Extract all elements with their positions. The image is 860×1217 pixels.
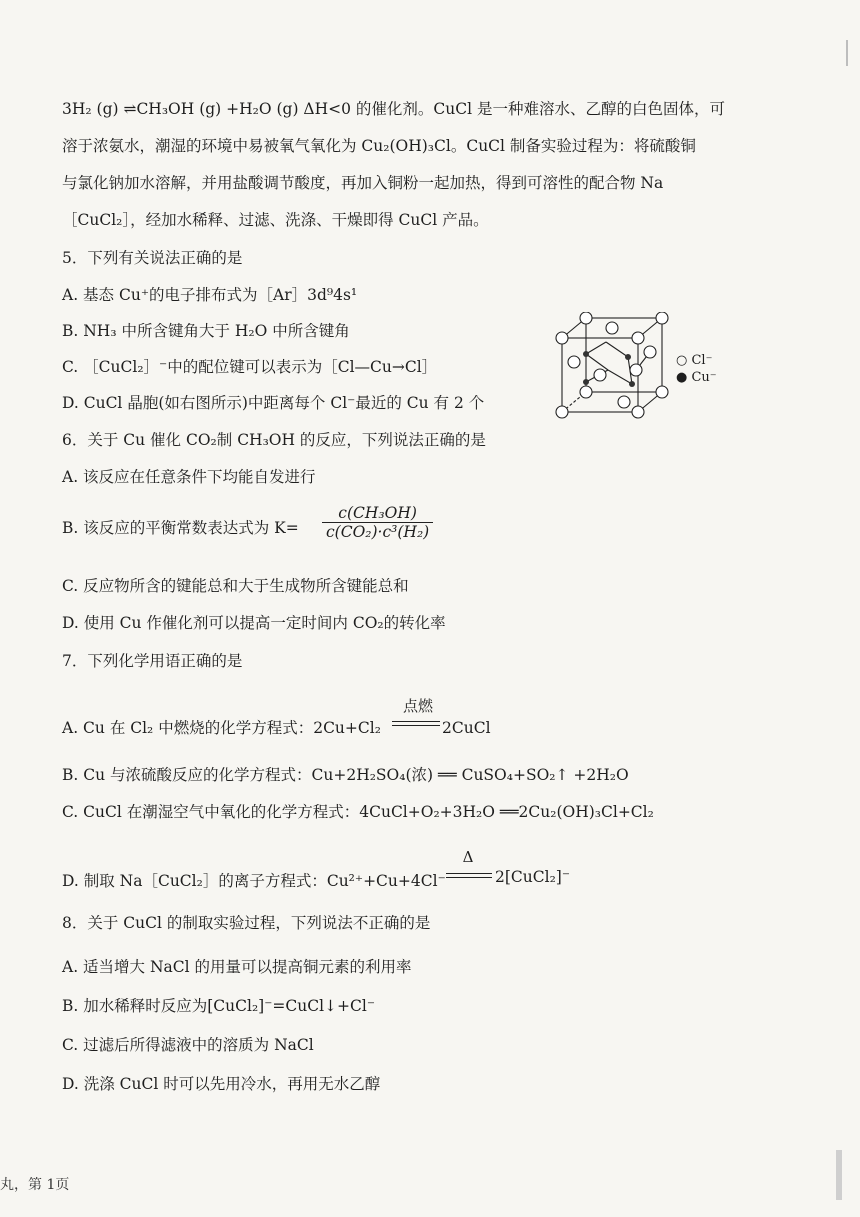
- q5-option-a: A. 基态 Cu⁺的电子排布式为［Ar］3d⁹4s¹: [62, 286, 358, 304]
- legend-cl: ○ Cl⁻: [676, 353, 713, 368]
- q8-option-b: B. 加水稀释时反应为[CuCl₂]⁻=CuCl↓+Cl⁻: [62, 997, 376, 1015]
- unit-cell-legend: [676, 352, 717, 386]
- q7-option-a-right: 2CuCl: [442, 719, 491, 737]
- q7-option-d-right: 2[CuCl₂]⁻: [495, 868, 571, 886]
- q6-option-c: C. 反应物所含的键能总和大于生成物所含键能总和: [62, 577, 409, 595]
- q5-option-b: B. NH₃ 中所含键角大于 H₂O 中所含键角: [62, 322, 350, 340]
- reaction-equals-sign: [392, 721, 440, 722]
- intro-line-4: ［CuCl₂］，经加水稀释、过滤、洗涤、干燥即得 CuCl 产品。: [62, 211, 489, 229]
- equilibrium-constant-fraction: [322, 504, 433, 541]
- heating-condition-label: Δ: [462, 848, 474, 866]
- q7-stem: 7．下列化学用语正确的是: [62, 652, 243, 670]
- q8-option-d: D. 洗涤 CuCl 时可以先用冷水，再用无水乙醇: [62, 1075, 381, 1093]
- q7-option-d-left: D. 制取 Na［CuCl₂］的离子方程式：Cu²⁺+Cu+4Cl⁻: [62, 872, 446, 890]
- scan-mark-bottom: [836, 1150, 842, 1200]
- intro-line-2: 溶于浓氨水，潮湿的环境中易被氧气氧化为 Cu₂(OH)₃Cl。CuCl 制备实验过程为：将硫酸铜: [62, 137, 696, 155]
- fraction-numerator: c(CH₃OH): [322, 504, 433, 523]
- cucl-unit-cell-figure: [548, 312, 678, 420]
- q6-stem: 6．关于 Cu 催化 CO₂制 CH₃OH 的反应，下列说法正确的是: [62, 431, 486, 449]
- page-footer: 丸，第 1页: [0, 1177, 70, 1193]
- q5-stem: 5．下列有关说法正确的是: [62, 249, 243, 267]
- q5-option-d: D. CuCl 晶胞(如右图所示)中距离每个 Cl⁻最近的 Cu 有 2 个: [62, 394, 485, 412]
- q8-stem: 8．关于 CuCl 的制取实验过程，下列说法不正确的是: [62, 914, 431, 932]
- q7-option-a-left: A. Cu 在 Cl₂ 中燃烧的化学方程式：2Cu+Cl₂: [62, 719, 381, 737]
- intro-line-1: 3H₂ (g) ⇌CH₃OH (g) +H₂O (g) ΔH<0 的催化剂。CuCl 是一种难溶水、乙醇的白色固体，可: [62, 100, 726, 118]
- q8-option-c: C. 过滤后所得滤液中的溶质为 NaCl: [62, 1036, 314, 1054]
- combustion-condition-label: 点燃: [402, 697, 433, 715]
- ionic-equals-sign: [446, 873, 492, 874]
- q6-option-d: D. 使用 Cu 作催化剂可以提高一定时间内 CO₂的转化率: [62, 614, 446, 632]
- q7-option-b: B. Cu 与浓硫酸反应的化学方程式：Cu+2H₂SO₄(浓) ══ CuSO₄+SO₂↑ +2H₂O: [62, 766, 629, 784]
- q7-option-c: C. CuCl 在潮湿空气中氧化的化学方程式：4CuCl+O₂+3H₂O ══2Cu₂(OH)₃Cl+Cl₂: [62, 803, 654, 821]
- legend-cu: ● Cu⁻: [676, 370, 717, 385]
- fraction-denominator: c(CO₂)·c³(H₂): [326, 523, 430, 541]
- q6-option-b-prefix: B. 该反应的平衡常数表达式为 K=: [62, 519, 299, 537]
- scan-mark-top: [846, 40, 848, 66]
- intro-line-3: 与氯化钠加水溶解，并用盐酸调节酸度，再加入铜粉一起加热，得到可溶性的配合物 Na: [62, 174, 664, 192]
- q6-option-a: A. 该反应在任意条件下均能自发进行: [62, 468, 316, 486]
- q8-option-a: A. 适当增大 NaCl 的用量可以提高铜元素的利用率: [62, 958, 412, 976]
- q5-option-c: C. ［CuCl₂］⁻中的配位键可以表示为［Cl—Cu→Cl］: [62, 358, 438, 376]
